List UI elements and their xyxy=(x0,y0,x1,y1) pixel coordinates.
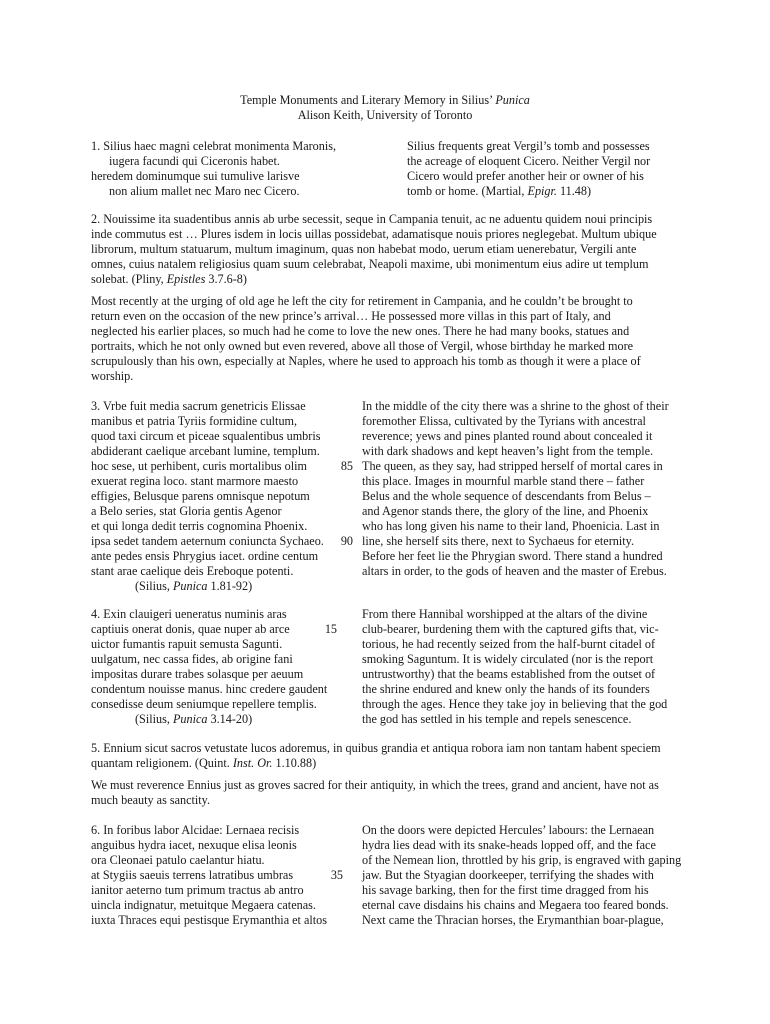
latin-line: at Stygiis saeuis terrens latratibus umbras 35 xyxy=(91,868,343,882)
passage-1-english xyxy=(407,139,681,199)
latin-line: uictor fumantis rapuit semusta Sagunti. xyxy=(91,637,283,651)
english-line: eternal cave disdains his chains and Megaera too feared bonds. xyxy=(362,898,669,912)
latin-line: a Belo series, stat Gloria gentis Agenor xyxy=(91,504,282,518)
latin-line: iuxta Thraces equi pestisque Erymanthia et altos xyxy=(91,913,328,927)
latin-line: uincla indignatur, metuitque Megaera catenas. xyxy=(91,898,316,912)
line-number: 15 xyxy=(324,622,337,636)
english-line: return even on the occasion of the new prince’s arrival… He possessed more villas in this part of Italy, and xyxy=(91,309,611,323)
latin-line: 3. Vrbe fuit media sacrum genetricis Elissae xyxy=(91,399,306,413)
latin-line: anguibus hydra iacet, nexuque elisa leonis xyxy=(91,838,297,852)
english-line: of the Nemean lion, throttled by his grip, is engraved with gaping xyxy=(362,853,682,867)
latin-line: ianitor aeterno tum primum tractus ab antro xyxy=(91,883,304,897)
latin-line: iugera facundi qui Ciceronis habet. xyxy=(109,154,280,168)
latin-line: stant arae caelique deis Ereboque potenti. xyxy=(91,564,294,578)
latin-line: 6. In foribus labor Alcidae: Lernaea recisis xyxy=(91,823,300,837)
latin-line: inde commutus est … Plures isdem in locis uillas possidebat, adamatisque nouis priores neglegebat. Multum ubique xyxy=(91,227,657,241)
latin-line: ipsa sedet tandem aeternum coniuncta Sychaeo. 90 xyxy=(91,534,353,548)
english-line: this place. Images in mournful marble stand there – father xyxy=(362,474,645,488)
latin-line: ora Cleonaei patulo caelantur hiatu. xyxy=(91,853,265,867)
citation: (Silius, Punica 3.14-20) xyxy=(135,712,253,726)
english-line: portraits, which he not only owned but even revered, above all those of Vergil, whose birthday he marked more xyxy=(91,339,634,353)
english-line: scrupulously than his own, especially at Naples, where he used to approach his tomb as though it were a place of xyxy=(91,354,641,368)
latin-line: non alium mallet nec Maro nec Cicero. xyxy=(109,184,300,198)
latin-line: ante pedes ensis Phrygius iacet. ordine centum xyxy=(91,549,319,563)
english-line: much beauty as sanctity. xyxy=(91,793,211,807)
english-line: through the ages. Hence they take joy in believing that the god xyxy=(362,697,668,711)
latin-line: impositas durare trabes solasque per aeuum xyxy=(91,667,304,681)
passage-1 xyxy=(91,139,681,199)
passage-3-english xyxy=(362,399,681,579)
english-line: foremother Elissa, cultivated by the Tyrians with ancestral xyxy=(362,414,646,428)
english-line: Belus and the whole sequence of descendants from Belus – xyxy=(362,489,651,503)
line-number: 85 xyxy=(340,459,353,473)
english-line: and Agenor stands there, the glory of the line, and Phoenix xyxy=(362,504,649,518)
passage-1-latin xyxy=(91,139,359,199)
latin-line: quantam religionem. (Quint. Inst. Or. 1.10.88) xyxy=(91,756,317,770)
latin-line: 2. Nouissime ita suadentibus annis ab urbe secessit, seque in Campania tenuit, ac ne aduentu quidem noui principis xyxy=(91,212,653,226)
latin-line: 5. Ennium sicut sacros vetustate lucos adoremus, in quibus grandia et antiqua robora iam non tantam habent speciem xyxy=(91,741,661,755)
english-line: his savage barking, then for the first time dragged from his xyxy=(362,883,649,897)
english-line: line, she herself sits there, next to Sychaeus for eternity. xyxy=(362,534,634,548)
english-line: From there Hannibal worshipped at the altars of the divine xyxy=(362,607,648,621)
english-line: Before her feet lie the Phrygian sword. There stand a hundred xyxy=(362,549,663,563)
english-line: altars in order, to the gods of heaven and the master of Erebus. xyxy=(362,564,667,578)
latin-line: heredem dominumque sui tumulive larisve xyxy=(91,169,300,183)
passage-4 xyxy=(91,607,681,729)
document-header xyxy=(0,93,770,123)
document-title: Temple Monuments and Literary Memory in Silius’ Punica xyxy=(240,93,530,107)
english-line: torious, he had recently seized from the half-burnt citadel of xyxy=(362,637,656,651)
english-line: with dark shadows and kept heaven’s light from the temple. xyxy=(362,444,654,458)
latin-line: condentum nouisse manus. hinc credere gaudent xyxy=(91,682,328,696)
passage-2-latin xyxy=(91,212,683,287)
english-line: neglected his earlier places, so much had he come to love the new ones. There he had many books, statues and xyxy=(91,324,630,338)
latin-line: 1. Silius haec magni celebrat monimenta Maronis, xyxy=(91,139,337,153)
latin-line: omnes, cuius natalem religiosius quam suum celebrabat, Neapoli maxime, ubi monimentum eius adire ut templum xyxy=(91,257,649,271)
latin-line: 4. Exin clauigeri ueneratus numinis aras xyxy=(91,607,287,621)
english-line: who has long given his name to their land, Phoenicia. Last in xyxy=(362,519,660,533)
latin-line: hoc sese, ut perhibent, curis mortalibus olim 85 xyxy=(91,459,353,473)
latin-line: exuerat regina loco. stant marmore maesto xyxy=(91,474,299,488)
english-line: smoking Saguntum. It is widely circulated (nor is the report xyxy=(362,652,654,666)
latin-line: captiuis onerat donis, quae nuper ab arce 15 xyxy=(91,622,337,636)
latin-line: effigies, Belusque parens omnisque nepotum xyxy=(91,489,310,503)
passage-5-latin xyxy=(91,741,683,771)
english-line: In the middle of the city there was a shrine to the ghost of their xyxy=(362,399,669,413)
latin-line: quod taxi circum et piceae squalentibus umbris xyxy=(91,429,321,443)
latin-line: consedisse deum seniumque repellere templis. xyxy=(91,697,317,711)
english-line: reverence; yews and pines planted round about concealed it xyxy=(362,429,653,443)
passage-6-english xyxy=(362,823,681,928)
english-line: hydra lies dead with its snake-heads lopped off, and the face xyxy=(362,838,656,852)
english-line: the shrine endured and knew only the hands of its founders xyxy=(362,682,650,696)
latin-line: librorum, multum statuarum, multum imaginum, quas non habebat modo, uerum etiam uenerebatur, Vergili ante xyxy=(91,242,637,256)
passage-6-latin xyxy=(91,823,353,928)
english-line: the acreage of eloquent Cicero. Neither Vergil nor xyxy=(407,154,651,168)
document-author: Alison Keith, University of Toronto xyxy=(297,108,473,122)
latin-line: abdiderant caelique arcebant lumine, templum. xyxy=(91,444,320,458)
english-line: Most recently at the urging of old age he left the city for retirement in Campania, and he couldn’t be brought to xyxy=(91,294,633,308)
passage-4-english xyxy=(362,607,681,727)
english-line: On the doors were depicted Hercules’ labours: the Lernaean xyxy=(362,823,655,837)
latin-line: manibus et patria Tyriis formidine cultum, xyxy=(91,414,298,428)
passage-6 xyxy=(91,823,681,929)
english-line: Cicero would prefer another heir or owner of his xyxy=(407,169,644,183)
latin-line: solebat. (Pliny, Epistles 3.7.6-8) xyxy=(91,272,247,286)
latin-line: et qui longa dedit terris cognomina Phoenix. xyxy=(91,519,308,533)
passage-2-english xyxy=(91,294,683,384)
english-line: Next came the Thracian horses, the Erymanthian boar-plague, xyxy=(362,913,664,927)
english-line: The queen, as they say, had stripped herself of mortal cares in xyxy=(362,459,663,473)
english-line: untrustworthy) that the beams established from the outset of xyxy=(362,667,656,681)
latin-line: uulgatum, nec cassa fides, ab origine fani xyxy=(91,652,293,666)
english-line: club-bearer, burdening them with the captured gifts that, vic- xyxy=(362,622,659,636)
english-line: Silius frequents great Vergil’s tomb and possesses xyxy=(407,139,650,153)
line-number: 35 xyxy=(330,868,343,882)
english-line: the god has settled in his temple and repels senescence. xyxy=(362,712,632,726)
passage-3 xyxy=(91,399,681,595)
english-line: tomb or home. (Martial, Epigr. 11.48) xyxy=(407,184,592,198)
passage-4-latin xyxy=(91,607,353,727)
english-line: worship. xyxy=(91,369,134,383)
line-number: 90 xyxy=(340,534,353,548)
passage-3-latin xyxy=(91,399,353,594)
english-line: jaw. But the Styagian doorkeeper, terrifying the shades with xyxy=(362,868,654,882)
english-line: We must reverence Ennius just as groves sacred for their antiquity, in which the trees, grand and ancient, have not as xyxy=(91,778,659,792)
citation: (Silius, Punica 1.81-92) xyxy=(135,579,253,593)
passage-5-english xyxy=(91,778,683,808)
